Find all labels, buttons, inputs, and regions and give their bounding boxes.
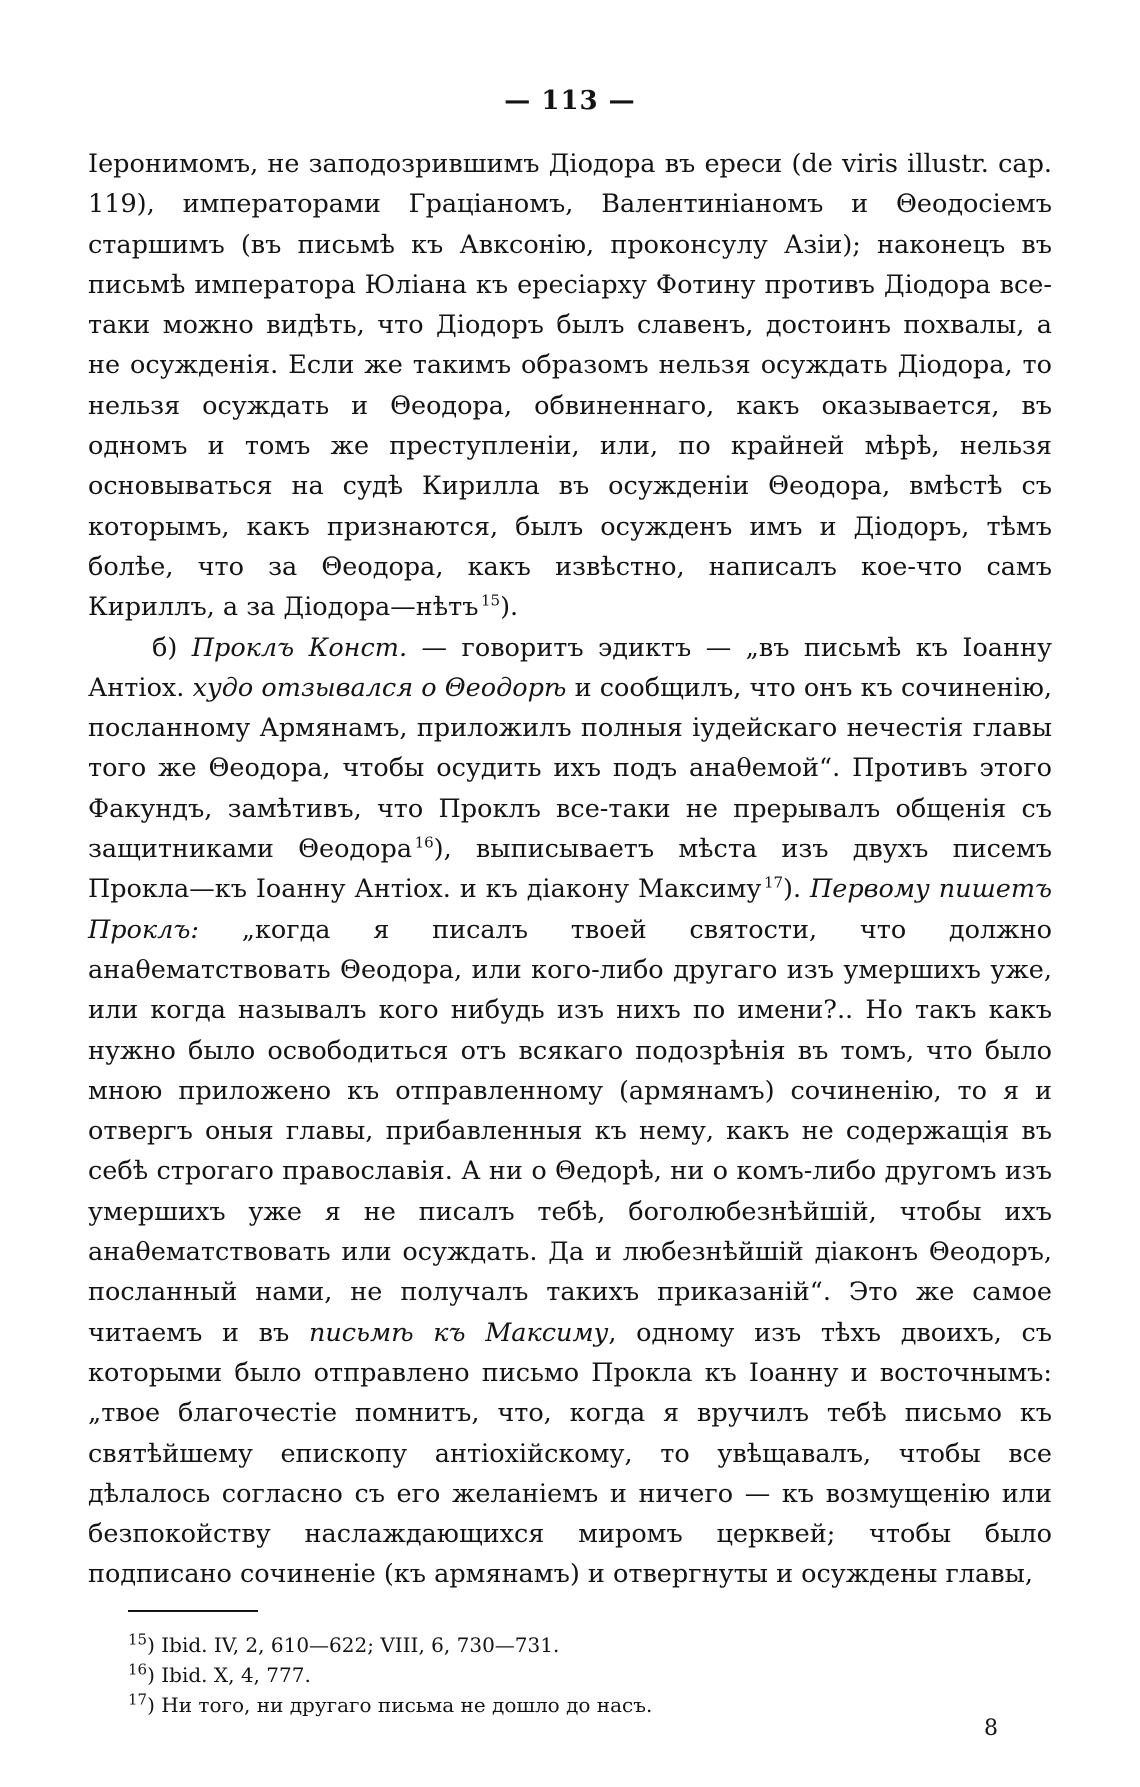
paragraph-2-italic-proclus: Проклъ Конст. [191, 632, 408, 663]
paragraph-2-italic-first: Первому пишетъ Проклъ: [88, 874, 1052, 945]
footnote-16 [128, 1660, 1028, 1690]
paragraph-2-italic-theodore: худо отзывался о Θеодорѣ [192, 672, 567, 703]
footnote-ref-16: 16 [414, 833, 434, 852]
footnote-ref-15: 15 [480, 591, 501, 610]
paragraph-1-text: Іеронимомъ, не заподозрившимъ Діодора въ ереси (de viris illustr. cap. 119), императорами Граціаномъ, Валентиніаномъ и Θеодосіемъ старшимъ (въ письмѣ къ Авксонію, проконсулу Азіи); наконецъ въ письмѣ императора Юліана къ ересіарху Фотину противъ Діодора все-таки можно видѣть, что Діодоръ былъ славенъ, достоинъ похвалы, а не осужденія. Если же такимъ образомъ нельзя осуждать Діодора, то нельзя осуждать и Θеодора, обвиненнаго, какъ оказывается, въ одномъ и томъ же преступленіи, или, по крайней мѣрѣ, нельзя основываться на судѣ Кирилла въ осужденіи Θеодора, вмѣстѣ съ которымъ, какъ признаются, былъ осужденъ имъ и Діодоръ, тѣмъ болѣе, что за Θеодора, какъ извѣстно, написалъ кое-что самъ Кириллъ, а за Діодора—нѣтъ [88, 149, 1052, 623]
footnote-number: 15 [128, 1630, 148, 1649]
footnote-number: 17 [128, 1690, 148, 1709]
footnote-text: ) Ibid. X, 4, 777. [147, 1663, 311, 1687]
paragraph-2-part-c: — говоритъ эдиктъ — „въ письмѣ къ Іоанну Антіох. [88, 632, 1052, 703]
signature-mark: 8 [984, 1716, 998, 1741]
paragraph-2-part-i: „когда я писалъ твоей святости, что должно анаθематствовать Θеодора, или кого-либо другаго изъ умершихъ уже, или когда называлъ кого нибудь изъ нихъ по имени?.. Но такъ какъ нужно было освободиться отъ всякаго подозрѣнія въ томъ, что было мною приложено къ отправленному (армянамъ) сочиненію, то я и отвергъ оныя главы, прибавленныя къ нему, какъ не содержащія въ себѣ строгаго православія. А ни о Θедорѣ, ни о комъ-либо другомъ изъ умершихъ уже я не писалъ тебѣ, боголюбезнѣйшій, чтобы ихъ анаθематствовать или осуждать. Да и любезнѣйшій діаконъ Θеодоръ, посланный нами, не получалъ такихъ приказаній“. Это же самое читаемъ и въ [88, 914, 1052, 1348]
paragraph-2 [88, 628, 1052, 1595]
main-text [88, 144, 1052, 1595]
footnote-text: ) Ни того, ни другаго письма не дошло до насъ. [147, 1693, 653, 1717]
paragraph-2-part-k: , одному изъ тѣхъ двоихъ, съ которыми было отправлено письмо Прокла къ Іоанну и восточнымъ: „твое благочестіе помнитъ, что, когда я вручилъ тебѣ письмо къ святѣйшему епископу антіохійскому, то увѣщавалъ, чтобы все дѣлалось согласно съ его желаніемъ и ничего — къ возмущенію или безпокойству наслаждающихся миромъ церквей; чтобы было подписано сочиненіе (къ армянамъ) и отвергнуты и осуждены главы, [88, 1317, 1052, 1590]
paragraph-2-part-a: б) [152, 632, 192, 663]
footnote-ref-17: 17 [763, 873, 784, 892]
footnote-15 [128, 1630, 1028, 1660]
paragraph-1-end: ). [500, 592, 519, 623]
paragraph-2-part-e: и сообщилъ, что онъ къ сочиненію, посланному Армянамъ, приложилъ полныя іудейскаго нечестія главы того же Θеодора, чтобы осудить ихъ подъ анаθемой“. Противъ этого Факундъ, замѣтивъ, что Проклъ все-таки не прерывалъ общенія съ защитниками Θеодора [88, 672, 1052, 865]
paragraph-1 [88, 144, 1052, 628]
footnote-text: ) Ibid. IV, 2, 610—622; VIII, 6, 730—731. [147, 1633, 560, 1657]
paragraph-2-part-g: ). [783, 874, 811, 905]
footnote-17 [128, 1690, 1028, 1720]
paragraph-2-italic-letter: письмѣ къ Максиму [308, 1317, 609, 1348]
page-number: — 113 — [504, 86, 636, 116]
footnote-number: 16 [128, 1660, 148, 1679]
footnote-divider [128, 1610, 258, 1612]
paragraph-2-part-f: ), выписываетъ мѣста изъ двухъ писемъ Прокла—къ Іоанну Антіох. и къ діакону Максиму [88, 834, 1052, 905]
footnotes [128, 1630, 1028, 1720]
